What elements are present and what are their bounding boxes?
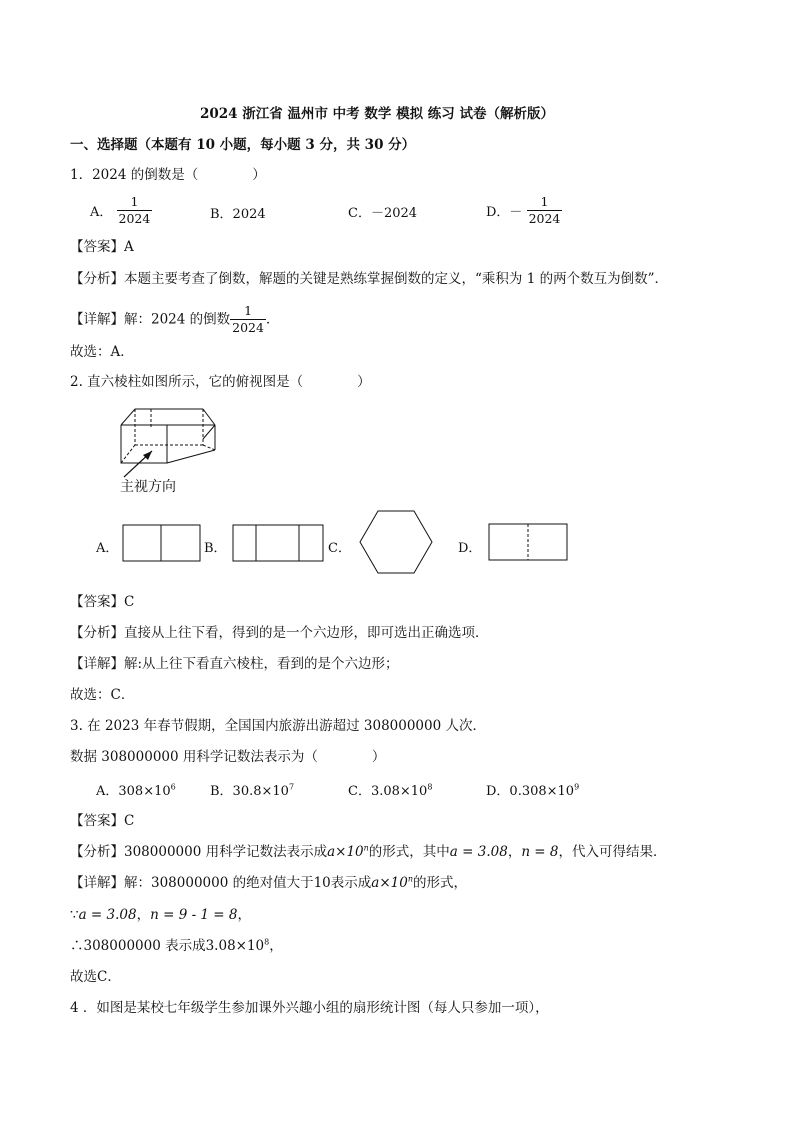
q3-option-b — [210, 780, 294, 799]
q3-detail-part1: 【详解】解：308000000 的绝对值大于10表示成 — [70, 875, 372, 891]
q1-analysis: 【分析】本题主要考查了倒数，解题的关键是熟练掌握倒数的定义，“乘积为 1 的两个数互为倒数”． — [70, 271, 668, 287]
fraction-numerator: 1 — [244, 303, 253, 318]
q3-analysis-form: a×10 — [327, 844, 364, 860]
q4-stem: 4 ．如图是某校七年级学生参加课外兴趣小组的扇形统计图（每人只参加一项）， — [70, 1000, 549, 1016]
q1-option-c: C．－2024 — [348, 206, 418, 221]
q2-figure-caption: 主视方向 — [120, 479, 176, 495]
q3-answer: 【答案】C — [70, 813, 135, 829]
q2-option-a-figure — [122, 524, 202, 564]
q3-therefore-line — [70, 937, 283, 955]
q2-analysis: 【分析】直接从上往下看，得到的是一个六边形，即可选出正确选项． — [70, 625, 489, 641]
q1-option-b: B．2024 — [210, 207, 266, 222]
because-symbol: ∵ — [70, 907, 79, 923]
q1-option-d — [486, 194, 562, 227]
q3-analysis-part1: 【分析】308000000 用科学记数法表示成 — [70, 844, 328, 860]
q2-option-a-label: A． — [96, 541, 119, 556]
q2-option-c-hexagon — [358, 509, 438, 579]
q3-option-a-exponent: 6 — [170, 782, 176, 792]
q3-because-line — [70, 906, 251, 924]
q3-therefore-value: 3.08×10 — [205, 938, 265, 954]
q2-detail: 【详解】解:从上往下看直六棱柱，看到的是个六边形； — [70, 656, 399, 672]
q3-therefore-text: ∴308000000 表示成 — [70, 938, 206, 954]
q3-because-separator: ， — [136, 907, 151, 923]
q3-analysis-part2: 的形式，其中 — [368, 844, 450, 860]
q2-answer: 【答案】C — [70, 594, 135, 610]
page-title: 2024 浙江省 温州市 中考 数学 模拟 练习 试卷（解析版） — [200, 106, 554, 122]
q3-analysis-part3: ，代入可得结果． — [558, 844, 667, 860]
q1-option-a-label: A． — [90, 205, 113, 220]
q3-option-c — [348, 780, 432, 799]
q2-option-b-label: B． — [204, 541, 227, 556]
q2-option-d-label: D． — [458, 541, 482, 556]
q3-detail-form: a×10 — [371, 875, 408, 891]
q1-detail-prefix: 【详解】解：2024 的倒数 — [70, 311, 231, 328]
q1-option-d-label: D．－ — [486, 205, 523, 220]
q3-option-d — [486, 780, 579, 799]
q3-therefore-end: ， — [269, 938, 283, 954]
q1-stem: 1．2024 的倒数是（ ） — [70, 167, 266, 183]
q3-option-c-exponent: 8 — [427, 782, 433, 792]
q3-conclusion: 故选C． — [70, 969, 121, 985]
q1-answer: 【答案】A — [70, 239, 134, 255]
q2-option-c-label: C． — [328, 541, 351, 556]
section-heading: 一、选择题（本题有 10 小题，每小题 3 分，共 30 分） — [70, 137, 416, 153]
q3-stem-line1: 3. 在 2023 年春节假期，全国国内旅游出游超过 308000000 人次． — [70, 718, 486, 734]
q3-detail-exponent: n — [407, 874, 413, 884]
q3-option-d-exponent: 9 — [574, 782, 580, 792]
q2-option-d-figure — [488, 523, 578, 563]
q1-option-d-fraction — [527, 194, 563, 227]
q3-therefore-exponent: 8 — [264, 937, 270, 947]
q3-stem-line2: 数据 308000000 用科学记数法表示为（ ） — [70, 749, 386, 765]
q3-analysis-a-value: a = 3.08 — [449, 844, 508, 860]
q3-because-n: n = 9 - 1 = 8 — [150, 907, 238, 923]
q3-option-c-text: C．3.08×10 — [348, 784, 428, 799]
q3-detail-part2: 的形式， — [412, 875, 467, 891]
q3-because-a: a = 3.08 — [78, 907, 137, 923]
q3-analysis-separator: ， — [507, 844, 522, 860]
fraction-numerator: 1 — [130, 194, 139, 209]
q2-option-b-figure — [232, 524, 332, 564]
q1-conclusion: 故选：A． — [70, 344, 134, 360]
q3-option-b-exponent: 7 — [288, 782, 295, 792]
q3-analysis — [70, 843, 667, 861]
q3-option-a — [96, 780, 176, 799]
q3-option-a-text: A．308×10 — [96, 784, 171, 799]
fraction-denominator: 2024 — [528, 211, 561, 226]
q2-stem: 2. 直六棱柱如图所示，它的俯视图是（ ） — [70, 374, 371, 390]
q3-detail — [70, 874, 467, 892]
q1-detail-suffix: ． — [265, 311, 280, 328]
q2-conclusion: 故选：C． — [70, 687, 135, 703]
q3-because-end: ， — [237, 907, 252, 923]
fraction-numerator: 1 — [540, 194, 549, 209]
q1-option-a — [90, 194, 152, 227]
fraction-denominator: 2024 — [232, 320, 264, 335]
q1-detail — [70, 303, 279, 336]
q3-analysis-n-value: n = 8 — [521, 844, 559, 860]
fraction-denominator: 2024 — [118, 211, 151, 226]
q3-option-b-text: B．30.8×10 — [210, 784, 289, 799]
q1-detail-fraction — [230, 303, 266, 336]
q3-analysis-exponent: n — [363, 843, 369, 853]
q1-option-a-fraction — [117, 194, 153, 227]
q3-option-d-text: D．0.308×10 — [486, 784, 575, 799]
